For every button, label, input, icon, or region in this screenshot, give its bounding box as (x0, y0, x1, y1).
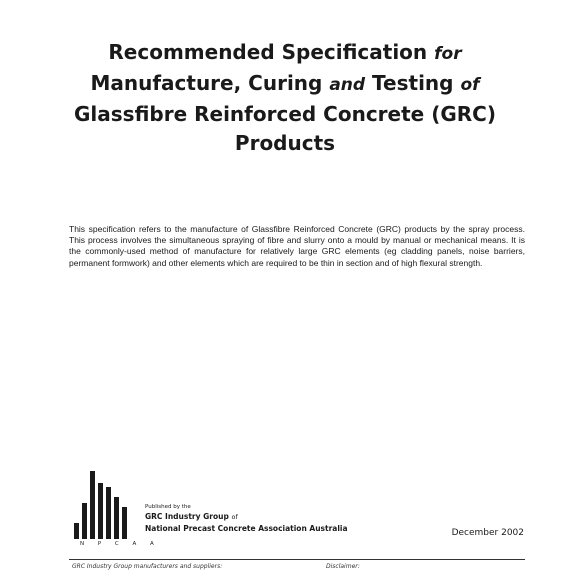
footer-manufacturers-heading: GRC Industry Group manufacturers and suppliers: (72, 563, 223, 570)
title-conj-of: of (460, 75, 480, 95)
footer-disclaimer-heading: Disclaimer: (326, 563, 360, 570)
publisher-group-line (145, 511, 348, 523)
publisher-group: GRC Industry Group (145, 512, 229, 521)
title-line-3: Glassfibre Reinforced Concrete (GRC) (74, 102, 496, 126)
title-line-4: Products (234, 131, 336, 155)
title-line-2 (70, 69, 500, 100)
publisher-group-of: of (231, 513, 238, 521)
publication-date: December 2002 (451, 528, 524, 538)
title-line-1-main: Recommended Specification (108, 40, 428, 64)
published-by-label: Published by the (145, 504, 191, 510)
title-line-2-part-2: Testing (372, 71, 454, 95)
document-title (70, 38, 500, 158)
npcaa-logo-text: N P C A A (80, 541, 160, 547)
npcaa-logo-icon (74, 469, 134, 541)
publisher-block (145, 503, 348, 534)
intro-paragraph: This specification refers to the manufacture of Glassfibre Reinforced Concrete (GRC) products by the spray process. This process involves the simultaneous spraying of fibre and slurry onto a mould by manual or mechanical means. It is the commonly-used method of manufacture for relatively large GRC elements (eg cladding panels, noise barriers, permanent formwork) and other elements which are required to be thin in section and of high flexural strength. (69, 224, 525, 268)
title-line-1 (70, 38, 500, 69)
title-line-2-part-1: Manufacture, Curing (90, 71, 323, 95)
footer-divider (69, 559, 525, 560)
publisher-association: National Precast Concrete Association Australia (145, 524, 348, 533)
title-conj-for: for (434, 44, 462, 64)
title-conj-and: and (329, 75, 366, 95)
